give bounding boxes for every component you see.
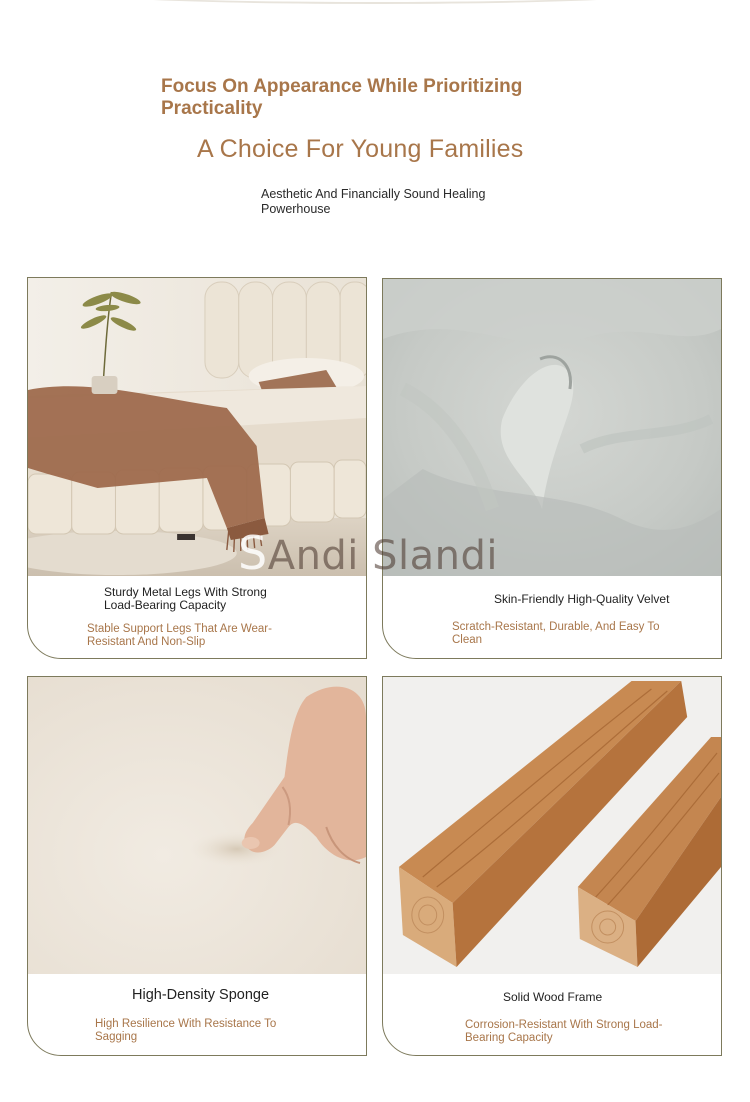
feature-title: High-Density Sponge [132,987,270,1003]
feature-card-sponge [27,676,367,1056]
feature-title: Sturdy Metal Legs With Strong Load-Bearing Capacity [104,585,267,612]
watermark-initial: S [238,526,268,580]
brand-watermark [238,526,498,580]
feature-subtitle: Scratch-Resistant, Durable, And Easy To Clean [452,621,660,646]
subheadline: A Choice For Young Families [197,135,524,163]
feature-subtitle: High Resilience With Resistance To Sagging [95,1018,277,1043]
feature-card-velvet [382,278,722,659]
tagline: Aesthetic And Financially Sound Healing Powerhouse [261,187,486,216]
sponge-press-photo [28,677,366,974]
top-decorative-arc [60,0,690,4]
wood-beams-photo [383,677,721,974]
feature-subtitle: Stable Support Legs That Are Wear-Resistant And Non-Slip [87,623,272,648]
feature-card-wood-frame [382,676,722,1056]
feature-subtitle: Corrosion-Resistant With Strong Load-Bearing Capacity [465,1019,663,1044]
watermark-text: Andi Slandi [267,533,499,579]
feature-title: Solid Wood Frame [503,990,603,1004]
feature-title: Skin-Friendly High-Quality Velvet [494,592,670,606]
headline: Focus On Appearance While Prioritizing Practicality [161,76,523,119]
feature-card-metal-legs [27,277,367,659]
